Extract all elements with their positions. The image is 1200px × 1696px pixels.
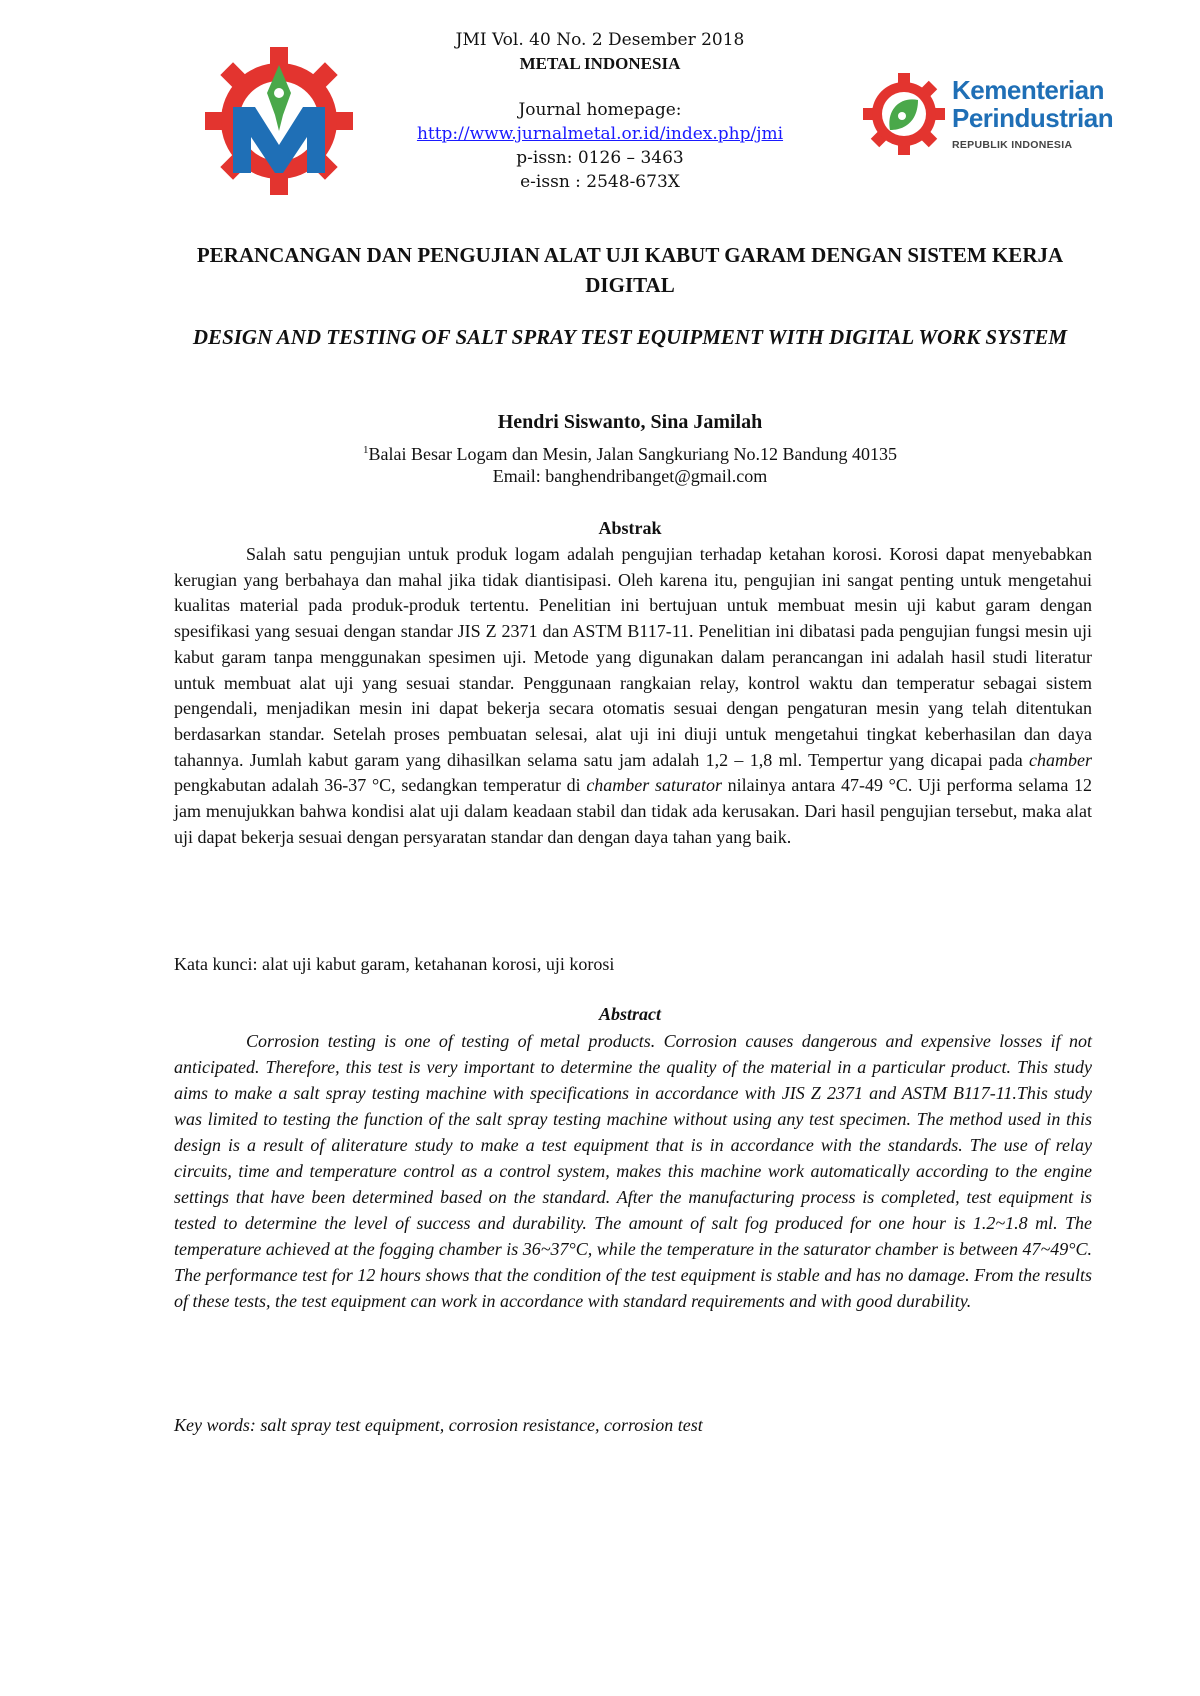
- author-email: Email: banghendribanget@gmail.com: [492, 466, 768, 486]
- abstrak-italic-2: chamber saturator: [586, 775, 722, 796]
- p-issn: p-issn: 0126 – 3463: [516, 148, 684, 168]
- e-issn: e-issn : 2548-673X: [520, 172, 680, 192]
- paper-title-indonesian: PERANCANGAN DAN PENGUJIAN ALAT UJI KABUT GARAM DENGAN SISTEM KERJA DIGITAL: [196, 243, 1064, 297]
- abstrak-italic-1: chamber: [1029, 749, 1093, 770]
- abstrak-body: [174, 542, 1092, 850]
- authors: Hendri Siswanto, Sina Jamilah: [497, 411, 763, 433]
- affiliation-text: Balai Besar Logam dan Mesin, Jalan Sangkuriang No.12 Bandung 40135: [368, 444, 897, 464]
- key-words: Key words: salt spray test equipment, corrosion resistance, corrosion test: [174, 1415, 703, 1435]
- abstrak-text-1: Salah satu pengujian untuk produk logam adalah pengujian terhadap ketahan korosi. Korosi dapat menyebabkan kerugian yang berbahaya dan mahal jika tidak diantisipasi. Oleh karena itu, pengujian ini sangat penting untuk mengetahui kualitas material pada produk-produk tertentu. Penelitian ini bertujuan untuk membuat mesin uji kabut garam dengan spesifikasi yang sesuai dengan standar JIS Z 2371 dan ASTM B117-11. Penelitian ini dibatasi pada pengujian fungsi mesin uji kabut garam tanpa menggunakan spesimen uji. Metode yang digunakan dalam perancangan ini adalah hasil studi literatur untuk membuat alat uji yang sesuai standar. Penggunaan rangkaian relay, kontrol waktu dan temperatur sebagai sistem pengendali, menjadikan mesin ini dapat bekerja secara otomatis sesuai dengan pengaturan mesin yang telah ditentukan berdasarkan standar. Setelah proses pembuatan selesai, alat uji ini diuji untuk mengetahui tingkat keberhasilan dan daya tahannya. Jumlah kabut garam yang dihasilkan selama satu jam adalah 1,2 – 1,8 ml. Tempertur yang dicapai pada: [174, 544, 1092, 770]
- kementerian-perindustrian-logo-icon: [862, 72, 1114, 162]
- abstrak-text-2: pengkabutan adalah 36-37 °C, sedangkan temperatur di: [174, 775, 587, 796]
- homepage-label: Journal homepage:: [518, 100, 682, 120]
- kemen-name-line2: Perindustrian: [952, 103, 1114, 133]
- kata-kunci: Kata kunci: alat uji kabut garam, ketahanan korosi, uji korosi: [174, 954, 615, 974]
- journal-header: [380, 28, 820, 194]
- kemen-name-line1: Kementerian: [952, 75, 1104, 105]
- homepage-link[interactable]: http://www.jurnalmetal.or.id/index.php/jmi: [416, 124, 784, 144]
- volume-line: JMI Vol. 40 No. 2 Desember 2018: [455, 30, 745, 50]
- affiliation-mark: 1: [363, 444, 369, 456]
- paper-title-english: DESIGN AND TESTING OF SALT SPRAY TEST EQUIPMENT WITH DIGITAL WORK SYSTEM: [192, 325, 1068, 349]
- abstract-body: Corrosion testing is one of testing of metal products. Corrosion causes dangerous and expensive losses if not anticipated. Therefore, this test is very important to determine the quality of the material in a particular product. This study aims to make a salt spray testing machine with specifications in accordance with JIS Z 2371 and ASTM B117-11.This study was limited to testing the function of the salt spray testing machine without using any test specimen. The method used in this design is a result of aliterature study to make a test equipment that is in accordance with the standards. The use of relay circuits, time and temperature control as a control system, makes this machine work automatically according to the engine settings that have been determined based on the standard. After the manufacturing process is completed, test equipment is tested to determine the level of success and durability. The amount of salt fog produced for one hour is 1.2~1.8 ml. The temperature achieved at the fogging chamber is 36~37°C, while the temperature in the saturator chamber is between 47~49°C. The performance test for 12 hours shows that the condition of the test equipment is stable and has no damage. From the results of these tests, the test equipment can work in accordance with standard requirements and with good durability.: [174, 1031, 1092, 1311]
- abstrak-text-3: nilainya antara 47-49 °C. Uji performa selama 12 jam menujukkan bahwa kondisi alat uji dalam keadaan stabil dan tidak ada kerusakan. Dari hasil pengujian tersebut, maka alat uji dapat bekerja sesuai dengan persyaratan standar dan dengan daya tahan yang baik.: [174, 775, 1092, 847]
- journal-name: METAL INDONESIA: [519, 54, 681, 73]
- kemen-name-line3: REPUBLIK INDONESIA: [952, 139, 1073, 151]
- jmi-gear-logo-icon: [203, 45, 355, 197]
- abstract-heading: Abstract: [598, 1004, 661, 1024]
- abstrak-heading: Abstrak: [598, 518, 662, 538]
